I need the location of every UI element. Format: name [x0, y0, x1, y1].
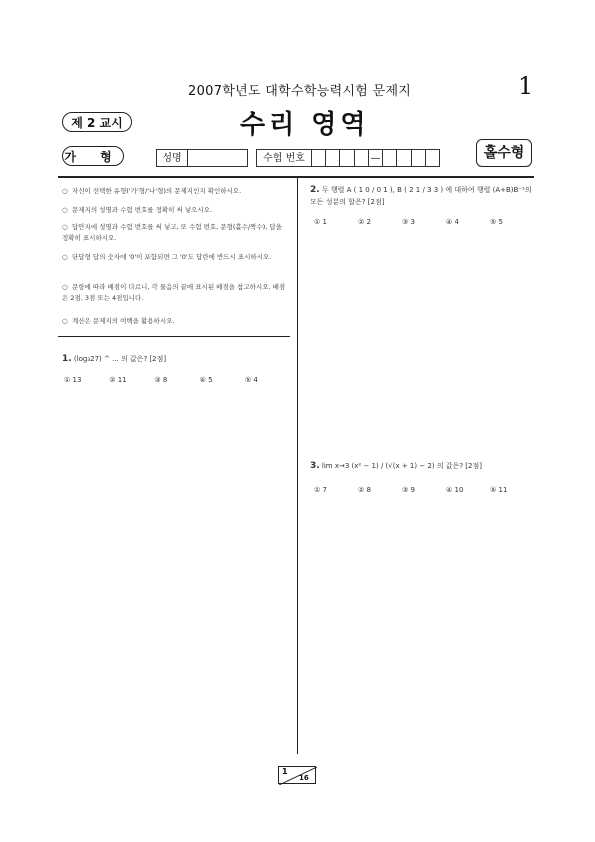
- choice: ⑤ 11: [490, 486, 508, 494]
- page-indicator: [278, 766, 316, 784]
- instruction-item: ○ 자신이 선택한 유형('가'형/'나'형)의 문제지인지 확인하시오.: [62, 187, 242, 195]
- choice: ② 11: [109, 376, 127, 384]
- choice: ③ 8: [154, 376, 168, 384]
- exam-number-cell: [312, 150, 326, 166]
- exam-number-cell: [355, 150, 369, 166]
- instruction-item: ○ 문제지의 성명과 수험 번호를 정확히 써 넣으시오.: [62, 206, 213, 214]
- name-value: [188, 150, 247, 166]
- question-text: (log₃27) ^ ... 의 값은? [2점]: [73, 355, 167, 363]
- question-number: 3.: [310, 461, 320, 471]
- choice: ① 1: [314, 218, 327, 226]
- instruction-item: ○ 문항에 따라 배점이 다르니, 각 물음의 끝에 표시된 배점을 참고하시오. 배점은 2점, 3점 또는 4점입니다.: [62, 283, 286, 302]
- answer-choices: [314, 486, 534, 494]
- exam-number-cell: [426, 150, 439, 166]
- instruction-item: ○ 답안지에 성명과 수험 번호를 써 넣고, 또 수험 번호, 문형(홀수/짝수), 답을 정확히 표시하시오.: [62, 223, 282, 242]
- choice: ④ 10: [446, 486, 464, 494]
- exam-number-cell: [397, 150, 411, 166]
- instructions-rule: [58, 336, 290, 337]
- exam-number-field: [256, 149, 440, 167]
- choice: ③ 9: [402, 486, 415, 494]
- exam-number-dash: —: [369, 150, 383, 166]
- question-1: [62, 354, 290, 384]
- choice: ① 13: [64, 376, 82, 384]
- instruction-item: ○ 단답형 답의 숫자에 '0'이 포함되면 그 '0'도 답란에 반드시 표시하시오.: [62, 253, 272, 261]
- choice: ② 2: [358, 218, 371, 226]
- header-rule: [58, 176, 534, 178]
- exam-number-cell: [340, 150, 354, 166]
- session-badge: 제 2 교시: [62, 112, 132, 132]
- choice: ④ 5: [199, 376, 213, 384]
- choice: ② 8: [358, 486, 371, 494]
- choice: ③ 3: [402, 218, 415, 226]
- answer-choices: [314, 218, 534, 226]
- name-label: 성명: [157, 150, 188, 166]
- page-number: 1: [518, 72, 534, 100]
- total-pages: 16: [299, 774, 309, 782]
- column-divider: [297, 178, 298, 754]
- question-number: 2.: [310, 185, 320, 195]
- exam-number-cell: [383, 150, 397, 166]
- exam-number-cell: [326, 150, 340, 166]
- exam-title: 2007학년도 대학수학능력시험 문제지: [188, 84, 412, 99]
- odd-type-badge: 홀수형: [476, 139, 532, 167]
- choice: ⑤ 5: [490, 218, 503, 226]
- answer-choices: [64, 376, 290, 384]
- question-text: lim x→3 (x² − 1) / (√(x + 1) − 2) 의 값은? [2점]: [321, 462, 482, 470]
- question-number: 1.: [62, 354, 72, 364]
- subject-title: 수리 영역: [240, 110, 370, 140]
- choice: ⑤ 4: [244, 376, 258, 384]
- name-field: [156, 149, 248, 167]
- instruction-item: ○ 계산은 문제지의 여백을 활용하시오.: [62, 317, 175, 325]
- question-3: [310, 460, 534, 494]
- exam-number-label: 수험 번호: [257, 150, 312, 166]
- question-text: 두 행렬 A ( 1 0 / 0 1 ), B ( 2 1 / 3 3 ) 에 대하여 행렬 (A+B)B⁻¹의 모든 성분의 합은? [2점]: [310, 186, 532, 206]
- current-page: 1: [282, 767, 288, 776]
- choice: ④ 4: [446, 218, 459, 226]
- question-2: [310, 184, 534, 226]
- choice: ① 7: [314, 486, 327, 494]
- exam-number-cell: [412, 150, 426, 166]
- type-badge: 가 형: [62, 146, 124, 166]
